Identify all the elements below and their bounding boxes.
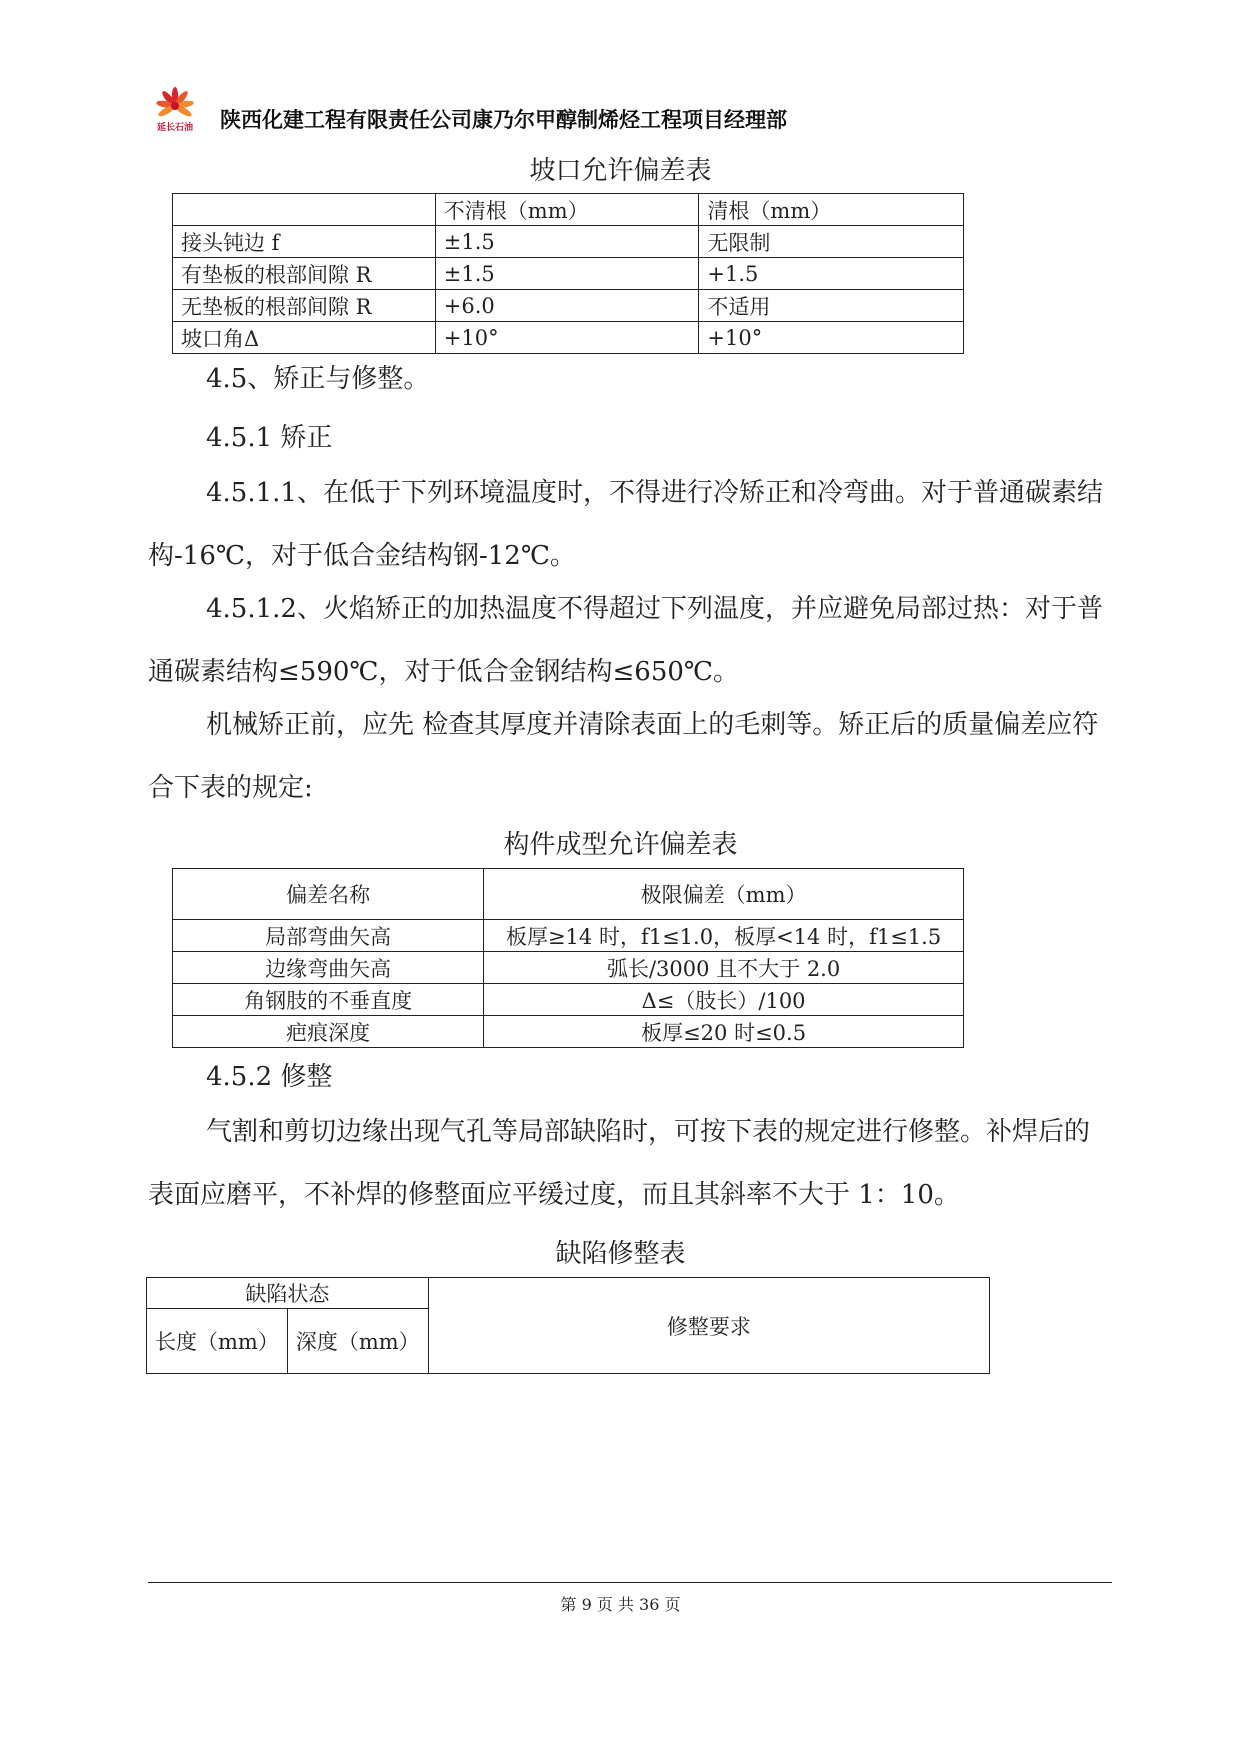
- table-header-cell: 清根（mm）: [699, 194, 964, 226]
- table-cell: 接头钝边 f: [173, 226, 436, 258]
- table-cell: 坡口角Δ: [173, 322, 436, 354]
- table-cell: 局部弯曲矢高: [173, 920, 484, 952]
- table-cell: 疤痕深度: [173, 1016, 484, 1048]
- table-row: [173, 290, 964, 322]
- table-cell: 板厚≥14 时，f1≤1.0，板厚<14 时，f1≤1.5: [484, 920, 964, 952]
- logo-text: 延长石油: [156, 123, 193, 133]
- table-cell: 无垫板的根部间隙 R: [173, 290, 436, 322]
- table1-title: 坡口允许偏差表: [529, 156, 712, 186]
- paragraph-text: 气割和剪切边缘出现气孔等局部缺陷时，可按下表的规定进行修整。补焊后的表面应磨平，不补焊的修整面应平缓过度，而且其斜率不大于 1：10。: [148, 1117, 1091, 1210]
- table-cell: ±1.5: [435, 258, 699, 290]
- table-header-row: [147, 1278, 990, 1309]
- table-header-cell-requirement: 修整要求: [428, 1278, 989, 1374]
- table-cell: +1.5: [699, 258, 964, 290]
- table-row: [173, 1016, 964, 1048]
- table-row: [173, 258, 964, 290]
- yanchang-petroleum-logo-icon: [150, 86, 200, 120]
- table-cell: +10°: [435, 322, 699, 354]
- table-header-row: [173, 869, 964, 920]
- section-heading-4-5-2: 4.5.2 修整: [206, 1062, 333, 1092]
- table-header-cell: 极限偏差（mm）: [484, 869, 964, 920]
- table-cell: 弧长/3000 且不大于 2.0: [484, 952, 964, 984]
- table-row: [173, 322, 964, 354]
- defect-repair-table: [146, 1277, 990, 1374]
- table-cell: ±1.5: [435, 226, 699, 258]
- table-header-cell: [173, 194, 436, 226]
- bevel-tolerance-table: [172, 193, 964, 354]
- table-cell: 有垫板的根部间隙 R: [173, 258, 436, 290]
- table-header-cell-defect-state: 缺陷状态: [147, 1278, 429, 1309]
- paragraph-trimming: [148, 1101, 1112, 1227]
- section-heading-4-5: 4.5、矫正与修整。: [206, 364, 430, 394]
- table-row: [173, 952, 964, 984]
- section-heading-4-5-1: 4.5.1 矫正: [206, 423, 333, 453]
- table-cell: Δ≤（肢长）/100: [484, 984, 964, 1016]
- table-row: [173, 226, 964, 258]
- page-number: 第 9 页 共 36 页: [560, 1595, 681, 1614]
- table-cell: +10°: [699, 322, 964, 354]
- table-header-cell-length: 长度（mm）: [147, 1309, 288, 1374]
- paragraph-text: 4.5.1.2、火焰矫正的加热温度不得超过下列温度，并应避免局部过热：对于普通碳素结构≤590℃，对于低合金钢结构≤650℃。: [148, 594, 1103, 687]
- table3-title: 缺陷修整表: [555, 1239, 686, 1269]
- paragraph-text: 机械矫正前，应先 检查其厚度并清除表面上的毛刺等。矫正后的质量偏差应符合下表的规定:: [148, 710, 1099, 803]
- company-logo: [150, 86, 200, 138]
- table-cell: 不适用: [699, 290, 964, 322]
- table-cell: 边缘弯曲矢高: [173, 952, 484, 984]
- table-header-cell: 偏差名称: [173, 869, 484, 920]
- table-header-cell: 不清根（mm）: [435, 194, 699, 226]
- forming-tolerance-table: [172, 868, 964, 1048]
- table-header-row: [173, 194, 964, 226]
- footer-divider: [148, 1582, 1112, 1583]
- company-name: 陕西化建工程有限责任公司康乃尔甲醇制烯烃工程项目经理部: [220, 108, 787, 132]
- table2-title: 构件成型允许偏差表: [503, 830, 738, 860]
- table-cell: 无限制: [699, 226, 964, 258]
- paragraph-4-5-1-1: [148, 462, 1112, 588]
- table-row: [173, 920, 964, 952]
- table-cell: +6.0: [435, 290, 699, 322]
- table-cell: 板厚≤20 时≤0.5: [484, 1016, 964, 1048]
- page-header: [150, 86, 1080, 142]
- table-cell: 角钢肢的不垂直度: [173, 984, 484, 1016]
- paragraph-mechanical-correction: [148, 694, 1112, 820]
- paragraph-text: 4.5.1.1、在低于下列环境温度时，不得进行冷矫正和冷弯曲。对于普通碳素结构-16℃，对于低合金结构钢-12℃。: [148, 478, 1103, 571]
- table-row: [173, 984, 964, 1016]
- paragraph-4-5-1-2: [148, 578, 1112, 704]
- table-header-cell-depth: 深度（mm）: [287, 1309, 428, 1374]
